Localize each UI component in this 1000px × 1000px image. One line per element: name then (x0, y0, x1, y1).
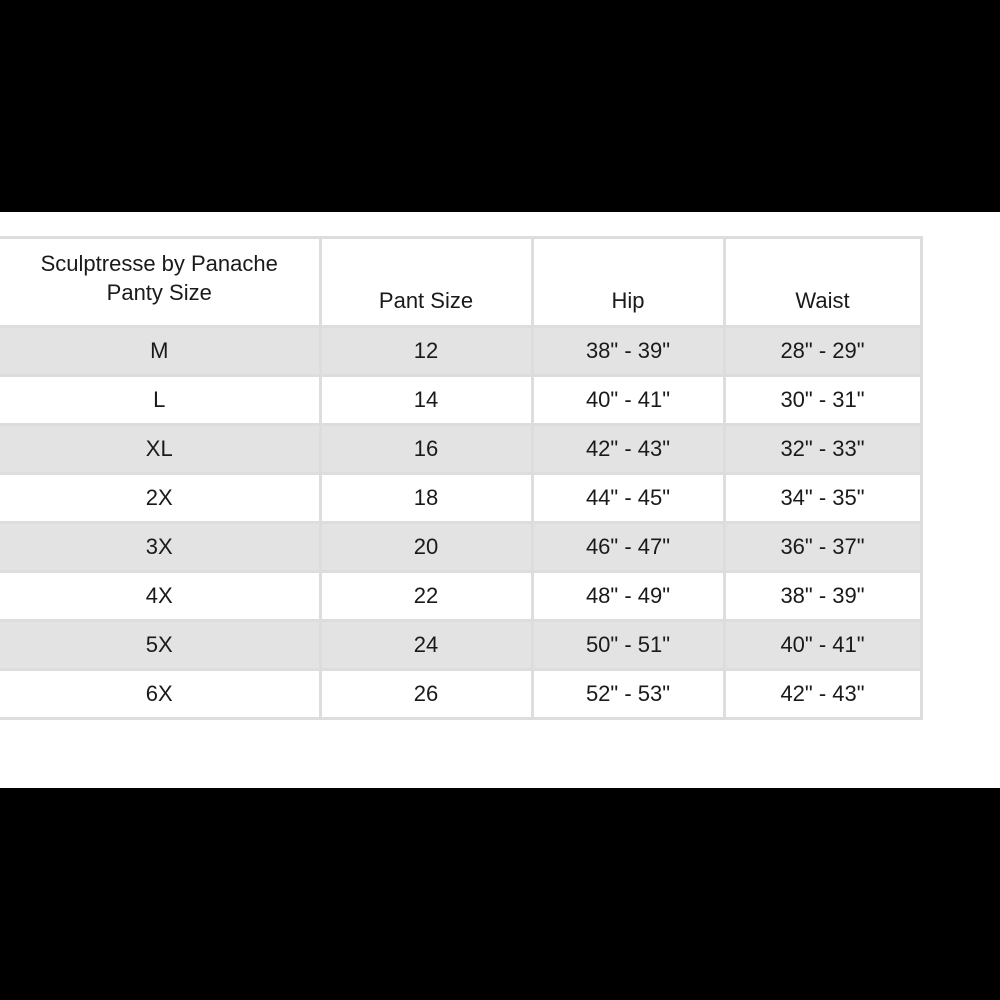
waist-cell: 32" - 33" (724, 425, 921, 474)
hip-cell: 52" - 53" (532, 670, 724, 719)
panty-size-cell: XL (0, 425, 320, 474)
panty-size-cell: 3X (0, 523, 320, 572)
table-body (0, 327, 921, 719)
pant-size-cell: 26 (320, 670, 532, 719)
panty-size-cell: M (0, 327, 320, 376)
waist-cell: 30" - 31" (724, 376, 921, 425)
header-panty-size (0, 238, 320, 327)
pant-size-cell: 20 (320, 523, 532, 572)
pant-size-cell: 18 (320, 474, 532, 523)
panty-size-cell: 6X (0, 670, 320, 719)
hip-cell: 40" - 41" (532, 376, 724, 425)
pant-size-cell: 24 (320, 621, 532, 670)
panty-size-cell: 4X (0, 572, 320, 621)
pant-size-cell: 14 (320, 376, 532, 425)
hip-cell: 48" - 49" (532, 572, 724, 621)
waist-cell: 34" - 35" (724, 474, 921, 523)
header-pant-size: Pant Size (320, 238, 532, 327)
hip-cell: 44" - 45" (532, 474, 724, 523)
waist-cell: 36" - 37" (724, 523, 921, 572)
hip-cell: 38" - 39" (532, 327, 724, 376)
table-row (0, 621, 921, 670)
waist-cell: 40" - 41" (724, 621, 921, 670)
hip-cell: 42" - 43" (532, 425, 724, 474)
waist-cell: 42" - 43" (724, 670, 921, 719)
waist-cell: 38" - 39" (724, 572, 921, 621)
table-row (0, 474, 921, 523)
table-row (0, 523, 921, 572)
table-row (0, 572, 921, 621)
pant-size-cell: 22 (320, 572, 532, 621)
table-row (0, 425, 921, 474)
header-waist: Waist (724, 238, 921, 327)
table-row (0, 327, 921, 376)
size-chart-table (0, 236, 923, 720)
header-row (0, 238, 921, 327)
header-hip: Hip (532, 238, 724, 327)
panty-size-cell: L (0, 376, 320, 425)
panty-size-cell: 5X (0, 621, 320, 670)
pant-size-cell: 16 (320, 425, 532, 474)
table-row (0, 670, 921, 719)
table-row (0, 376, 921, 425)
waist-cell: 28" - 29" (724, 327, 921, 376)
pant-size-cell: 12 (320, 327, 532, 376)
header-panty-size-line1: Sculptresse by Panache Panty Size (40, 251, 278, 305)
panty-size-cell: 2X (0, 474, 320, 523)
hip-cell: 46" - 47" (532, 523, 724, 572)
hip-cell: 50" - 51" (532, 621, 724, 670)
